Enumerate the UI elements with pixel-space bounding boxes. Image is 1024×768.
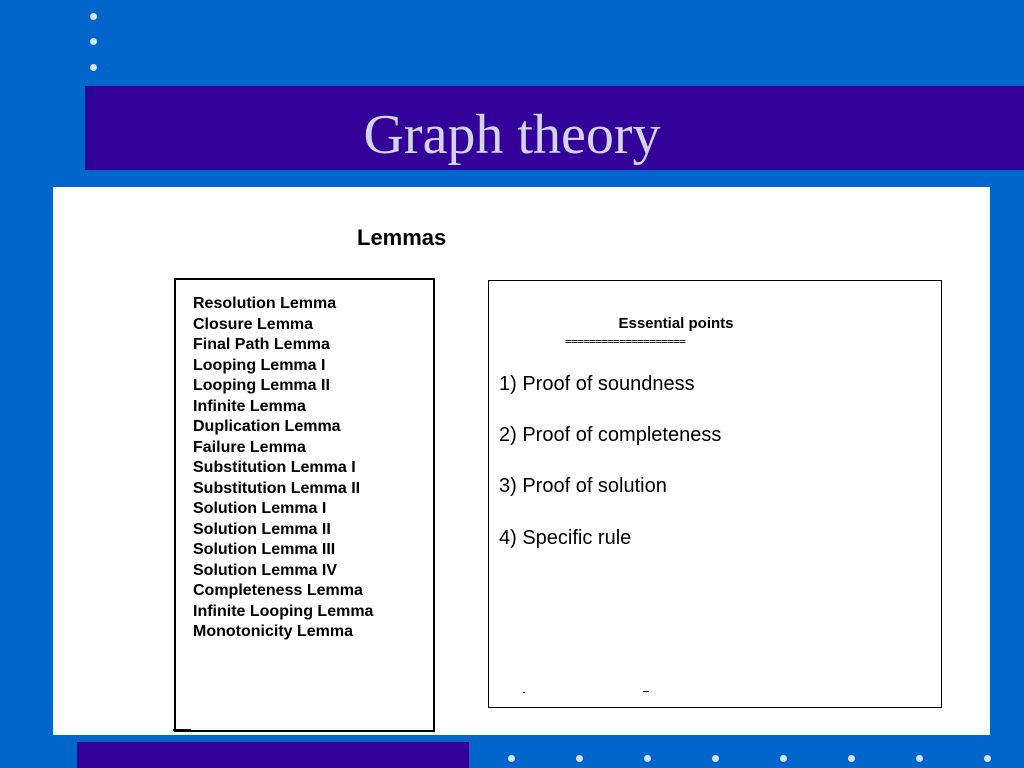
lemma-item: Solution Lemma III	[193, 541, 336, 558]
lemma-item: Looping Lemma I	[193, 356, 326, 374]
decor-dot	[90, 13, 97, 20]
decor-dot	[916, 755, 923, 762]
essential-point: 4) Specific rule	[499, 527, 632, 549]
bottom-bar	[77, 742, 469, 768]
lemma-item: Infinite Looping Lemma	[193, 602, 374, 620]
lemma-item: Duplication Lemma	[193, 418, 341, 435]
decor-dot	[712, 755, 719, 762]
essential-points-rule: ====================	[565, 335, 686, 348]
lemma-item: Completeness Lemma	[193, 582, 363, 599]
lemmas-heading: Lemmas	[357, 225, 447, 250]
slide-title: Graph theory	[363, 104, 661, 166]
lemma-item: Failure Lemma	[193, 438, 306, 456]
essential-points-title: Essential points	[618, 315, 734, 332]
decor-dot	[90, 38, 97, 45]
essential-point: 2) Proof of completeness	[499, 424, 722, 446]
essential-point: 3) Proof of solution	[499, 475, 667, 497]
lemma-item: Substitution Lemma II	[193, 479, 361, 497]
lemma-item: Substitution Lemma I	[193, 459, 356, 476]
stray-mark	[523, 692, 525, 693]
lemma-item: Infinite Lemma	[193, 397, 306, 415]
essential-point: 1) Proof of soundness	[499, 373, 695, 395]
lemma-list	[193, 294, 373, 643]
lemma-item: Closure Lemma	[193, 315, 314, 333]
decor-dot	[848, 755, 855, 762]
decor-dot	[644, 755, 651, 762]
lemma-item: Monotonicity Lemma	[193, 623, 354, 640]
decor-dot	[984, 755, 991, 762]
lemma-item: Resolution Lemma	[193, 295, 337, 312]
lemma-list-box	[174, 278, 435, 732]
essential-points-box	[488, 280, 942, 708]
lemma-item: Final Path Lemma	[193, 336, 330, 353]
lemma-item: Solution Lemma I	[193, 500, 327, 517]
lemma-item: Solution Lemma II	[193, 520, 331, 538]
stray-mark	[643, 691, 649, 692]
decor-dot	[576, 755, 583, 762]
lemma-item: Looping Lemma II	[193, 377, 330, 394]
decor-dot	[780, 755, 787, 762]
stray-mark	[173, 729, 191, 731]
decor-dot	[90, 64, 97, 71]
content-panel	[53, 187, 990, 735]
decor-dot	[508, 755, 515, 762]
lemma-item: Solution Lemma IV	[193, 561, 338, 579]
